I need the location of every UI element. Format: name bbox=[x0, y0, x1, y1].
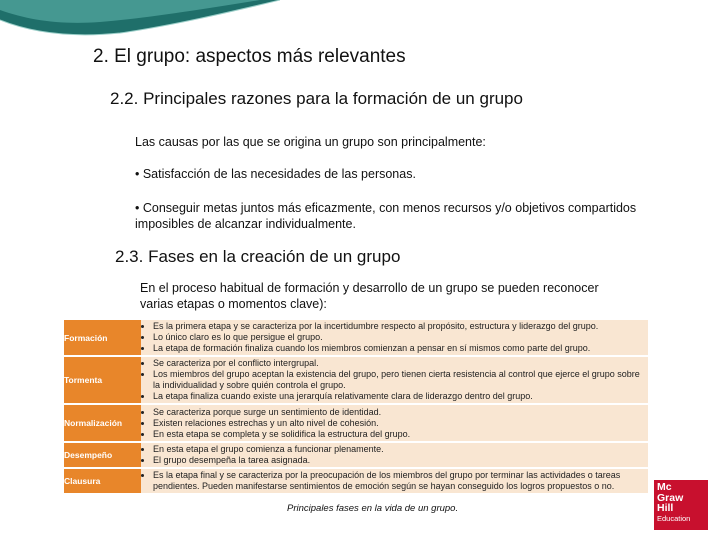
section-2-2-intro: Las causas por las que se origina un grupo son principalmente: bbox=[135, 135, 486, 149]
table-caption: Principales fases en la vida de un grupo. bbox=[287, 503, 459, 514]
phase-label: Tormenta bbox=[64, 356, 141, 404]
phase-label: Desempeño bbox=[64, 442, 141, 468]
list-item: • Se caracteriza porque surge un sentimiento de identidad. bbox=[153, 407, 648, 418]
list-item: • Es la etapa final y se caracteriza por la preocupación de los miembros del grupo por terminar las actividades o tareas pendientes. Pueden manifestarse sentimientos de emoción según se hayan conseguido los logros propuestos o no. bbox=[153, 470, 648, 492]
phase-label: Clausura bbox=[64, 468, 141, 494]
section-title-2-2: 2.2. Principales razones para la formación de un grupo bbox=[110, 89, 523, 108]
list-item: • En esta etapa se completa y se solidifica la estructura del grupo. bbox=[153, 429, 648, 440]
bullet-goals-line2: imposibles de alcanzar individualmente. bbox=[135, 217, 356, 231]
mcgraw-hill-logo bbox=[654, 480, 708, 530]
bullet-goals-line1: • Conseguir metas juntos más eficazmente, con menos recursos y/o objetivos compartidos bbox=[135, 201, 637, 215]
logo-line: Education bbox=[657, 513, 691, 523]
slide-heading: 2. El grupo: aspectos más relevantes bbox=[93, 46, 406, 67]
list-item: • Es la primera etapa y se caracteriza por la incertidumbre respecto al propósito, estructura y liderazgo del grupo. bbox=[153, 321, 648, 332]
list-item: • El grupo desempeña la tarea asignada. bbox=[153, 455, 648, 466]
phase-description bbox=[141, 320, 648, 356]
section-title-2-3: 2.3. Fases en la creación de un grupo bbox=[115, 247, 401, 266]
table-row bbox=[64, 404, 648, 442]
phase-description bbox=[141, 404, 648, 442]
list-item: • Los miembros del grupo aceptan la existencia del grupo, pero tienen cierta resistencia al control que ejerce el grupo sobre la individualidad y sobre quién controla el grupo. bbox=[153, 369, 648, 391]
phase-description bbox=[141, 468, 648, 494]
table-row bbox=[64, 468, 648, 494]
phases-table bbox=[64, 320, 648, 495]
phase-label: Formación bbox=[64, 320, 141, 356]
logo-line: Mc bbox=[657, 481, 672, 493]
table-row bbox=[64, 442, 648, 468]
header-decoration bbox=[0, 0, 280, 40]
bullet-satisfaction: • Satisfacción de las necesidades de las personas. bbox=[135, 167, 416, 181]
list-item: • En esta etapa el grupo comienza a funcionar plenamente. bbox=[153, 444, 648, 455]
logo-line: Graw bbox=[657, 491, 684, 504]
logo-line: Hill bbox=[657, 502, 674, 514]
section-2-3-intro-line2: varias etapas o momentos clave): bbox=[140, 297, 327, 311]
list-item: • La etapa finaliza cuando existe una jerarquía relativamente clara de liderazgo dentro del grupo. bbox=[153, 391, 648, 402]
section-2-3-intro-line1: En el proceso habitual de formación y desarrollo de un grupo se pueden reconocer bbox=[140, 281, 599, 295]
list-item: • Lo único claro es lo que persigue el grupo. bbox=[153, 332, 648, 343]
list-item: • Existen relaciones estrechas y un alto nivel de cohesión. bbox=[153, 418, 648, 429]
phase-label: Normalización bbox=[64, 404, 141, 442]
phase-description bbox=[141, 356, 648, 404]
phase-description bbox=[141, 442, 648, 468]
table-row bbox=[64, 320, 648, 356]
list-item: • Se caracteriza por el conflicto intergrupal. bbox=[153, 358, 648, 369]
table-row bbox=[64, 356, 648, 404]
list-item: • La etapa de formación finaliza cuando los miembros comienzan a pensar en sí mismos como parte del grupo. bbox=[153, 343, 648, 354]
